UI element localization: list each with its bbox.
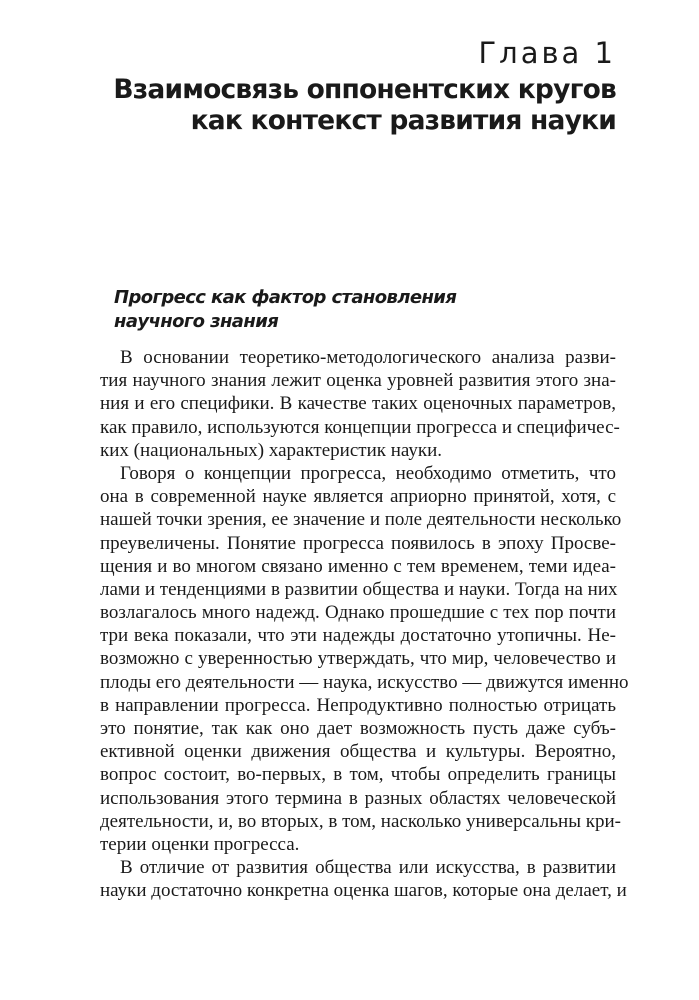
- text-line: нашей точки зрения, ее значение и поле деятельности несколько: [100, 509, 622, 531]
- text-line: возможно с уверенностью утверждать, что мир, человечество и: [100, 648, 616, 670]
- text-line: Говоря о концепции прогресса, необходимо отметить, что: [120, 462, 616, 484]
- text-line: вопрос состоит, во-первых, в том, чтобы определить границы: [100, 764, 616, 786]
- text-line: возлагалось много надежд. Однако прошедшие с тех пор почти: [100, 602, 616, 624]
- text-line: лами и тенденциями в развитии общества и науки. Тогда на них: [100, 578, 618, 600]
- text-line: ективной оценки движения общества и культуры. Вероятно,: [100, 741, 616, 763]
- chapter-title: [113, 74, 616, 136]
- text-line: тия научного знания лежит оценка уровней развития этого зна-: [100, 370, 616, 392]
- paragraph: [100, 462, 629, 856]
- text-line: науки достаточно конкретна оценка шагов, которые она делает, и: [100, 880, 627, 902]
- text-line: преувеличены. Понятие прогресса появилось в эпоху Просве-: [100, 532, 616, 554]
- paragraph: [100, 346, 620, 462]
- text-line: в направлении прогресса. Непродуктивно полностью отрицать: [100, 694, 616, 716]
- section-heading-line: научного знания: [114, 311, 279, 332]
- body-text: [100, 346, 629, 903]
- text-line: В основании теоретико-методологического анализа разви-: [120, 347, 616, 368]
- text-line: деятельности, и, во вторых, в том, насколько универсальны кри-: [100, 810, 621, 832]
- chapter-title-line: как контекст развития науки: [190, 105, 616, 136]
- text-line: щения и во многом связано именно с тем временем, теми идеа-: [100, 555, 616, 577]
- text-line: она в современной науке является априорно принятой, хотя, с: [100, 486, 616, 508]
- paragraph: [100, 856, 627, 902]
- section-heading: [114, 286, 456, 334]
- text-line: ния и его специфики. В качестве таких оценочных параметров,: [100, 393, 616, 415]
- section-heading-line: Прогресс как фактор становления: [114, 287, 457, 308]
- text-line: плоды его деятельности — наука, искусство — движутся именно: [100, 671, 629, 693]
- text-line: это понятие, так как оно дает возможность пусть даже субъ-: [100, 718, 616, 739]
- text-line: использования этого термина в разных областях человеческой: [100, 787, 616, 809]
- text-line: терии оценки прогресса.: [100, 833, 300, 855]
- book-page: [100, 0, 629, 1000]
- chapter-title-line: Взаимосвязь оппонентских кругов: [113, 74, 616, 105]
- text-line: три века показали, что эти надежды достаточно утопичны. Не-: [100, 625, 616, 647]
- chapter-label: Глава 1: [478, 36, 616, 70]
- text-line: как правило, используются концепции прогресса и специфичес-: [100, 416, 620, 438]
- text-line: В отличие от развития общества или искусства, в развитии: [120, 857, 616, 879]
- text-line: ких (национальных) характеристик науки.: [100, 439, 443, 461]
